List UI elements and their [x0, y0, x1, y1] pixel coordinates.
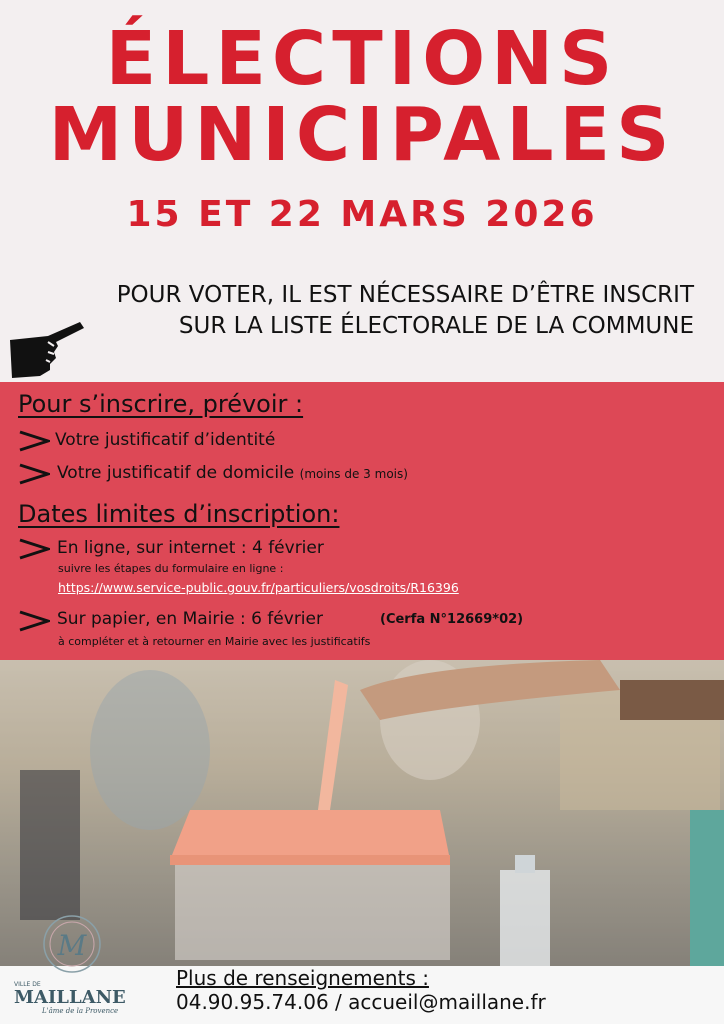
deadline-online: En ligne, sur internet : 4 février	[57, 538, 324, 558]
title-line-2: MUNICIPALES	[48, 92, 676, 178]
cerfa-reference: (Cerfa N°12669*02)	[380, 612, 524, 627]
arrow-icon	[18, 463, 50, 485]
pointing-hand-icon	[4, 312, 86, 382]
deadline-paper: Sur papier, en Mairie : 6 février	[57, 609, 323, 629]
deadlines-heading: Dates limites d’inscription:	[18, 500, 340, 528]
footer-title: Plus de renseignements :	[176, 966, 429, 990]
requirement-identity: Votre justificatif d’identité	[55, 430, 276, 450]
title-line-1: ÉLECTIONS	[105, 16, 619, 102]
deadline-paper-detail: à compléter et à retourner en Mairie avec les justificatifs	[58, 635, 371, 648]
notice-line-1: POUR VOTER, IL EST NÉCESSAIRE D’ÊTRE INSCRIT	[116, 282, 694, 308]
logo-prefix: VILLE DE	[14, 981, 41, 988]
arrow-icon	[18, 538, 50, 560]
service-public-link[interactable]: https://www.service-public.gouv.fr/particuliers/vosdroits/R16396	[58, 580, 459, 595]
requirements-heading: Pour s’inscrire, prévoir :	[18, 390, 304, 418]
maillane-logo	[8, 910, 138, 1022]
footer-contact[interactable]: 04.90.95.74.06 / accueil@maillane.fr	[176, 990, 546, 1014]
logo-tagline: L'âme de la Provence	[42, 1007, 119, 1015]
requirement-domicile: Votre justificatif de domicile (moins de 3 mois)	[57, 463, 408, 483]
notice-line-2: SUR LA LISTE ÉLECTORALE DE LA COMMUNE	[178, 313, 694, 339]
election-dates: 15 ET 22 MARS 2026	[126, 194, 598, 235]
requirement-domicile-note: (moins de 3 mois)	[299, 467, 408, 481]
logo-monogram: M	[57, 929, 87, 962]
arrow-icon	[18, 610, 50, 632]
logo-name: MAILLANE	[14, 987, 126, 1008]
arrow-icon	[18, 430, 50, 452]
deadline-online-detail: suivre les étapes du formulaire en ligne :	[58, 562, 284, 575]
